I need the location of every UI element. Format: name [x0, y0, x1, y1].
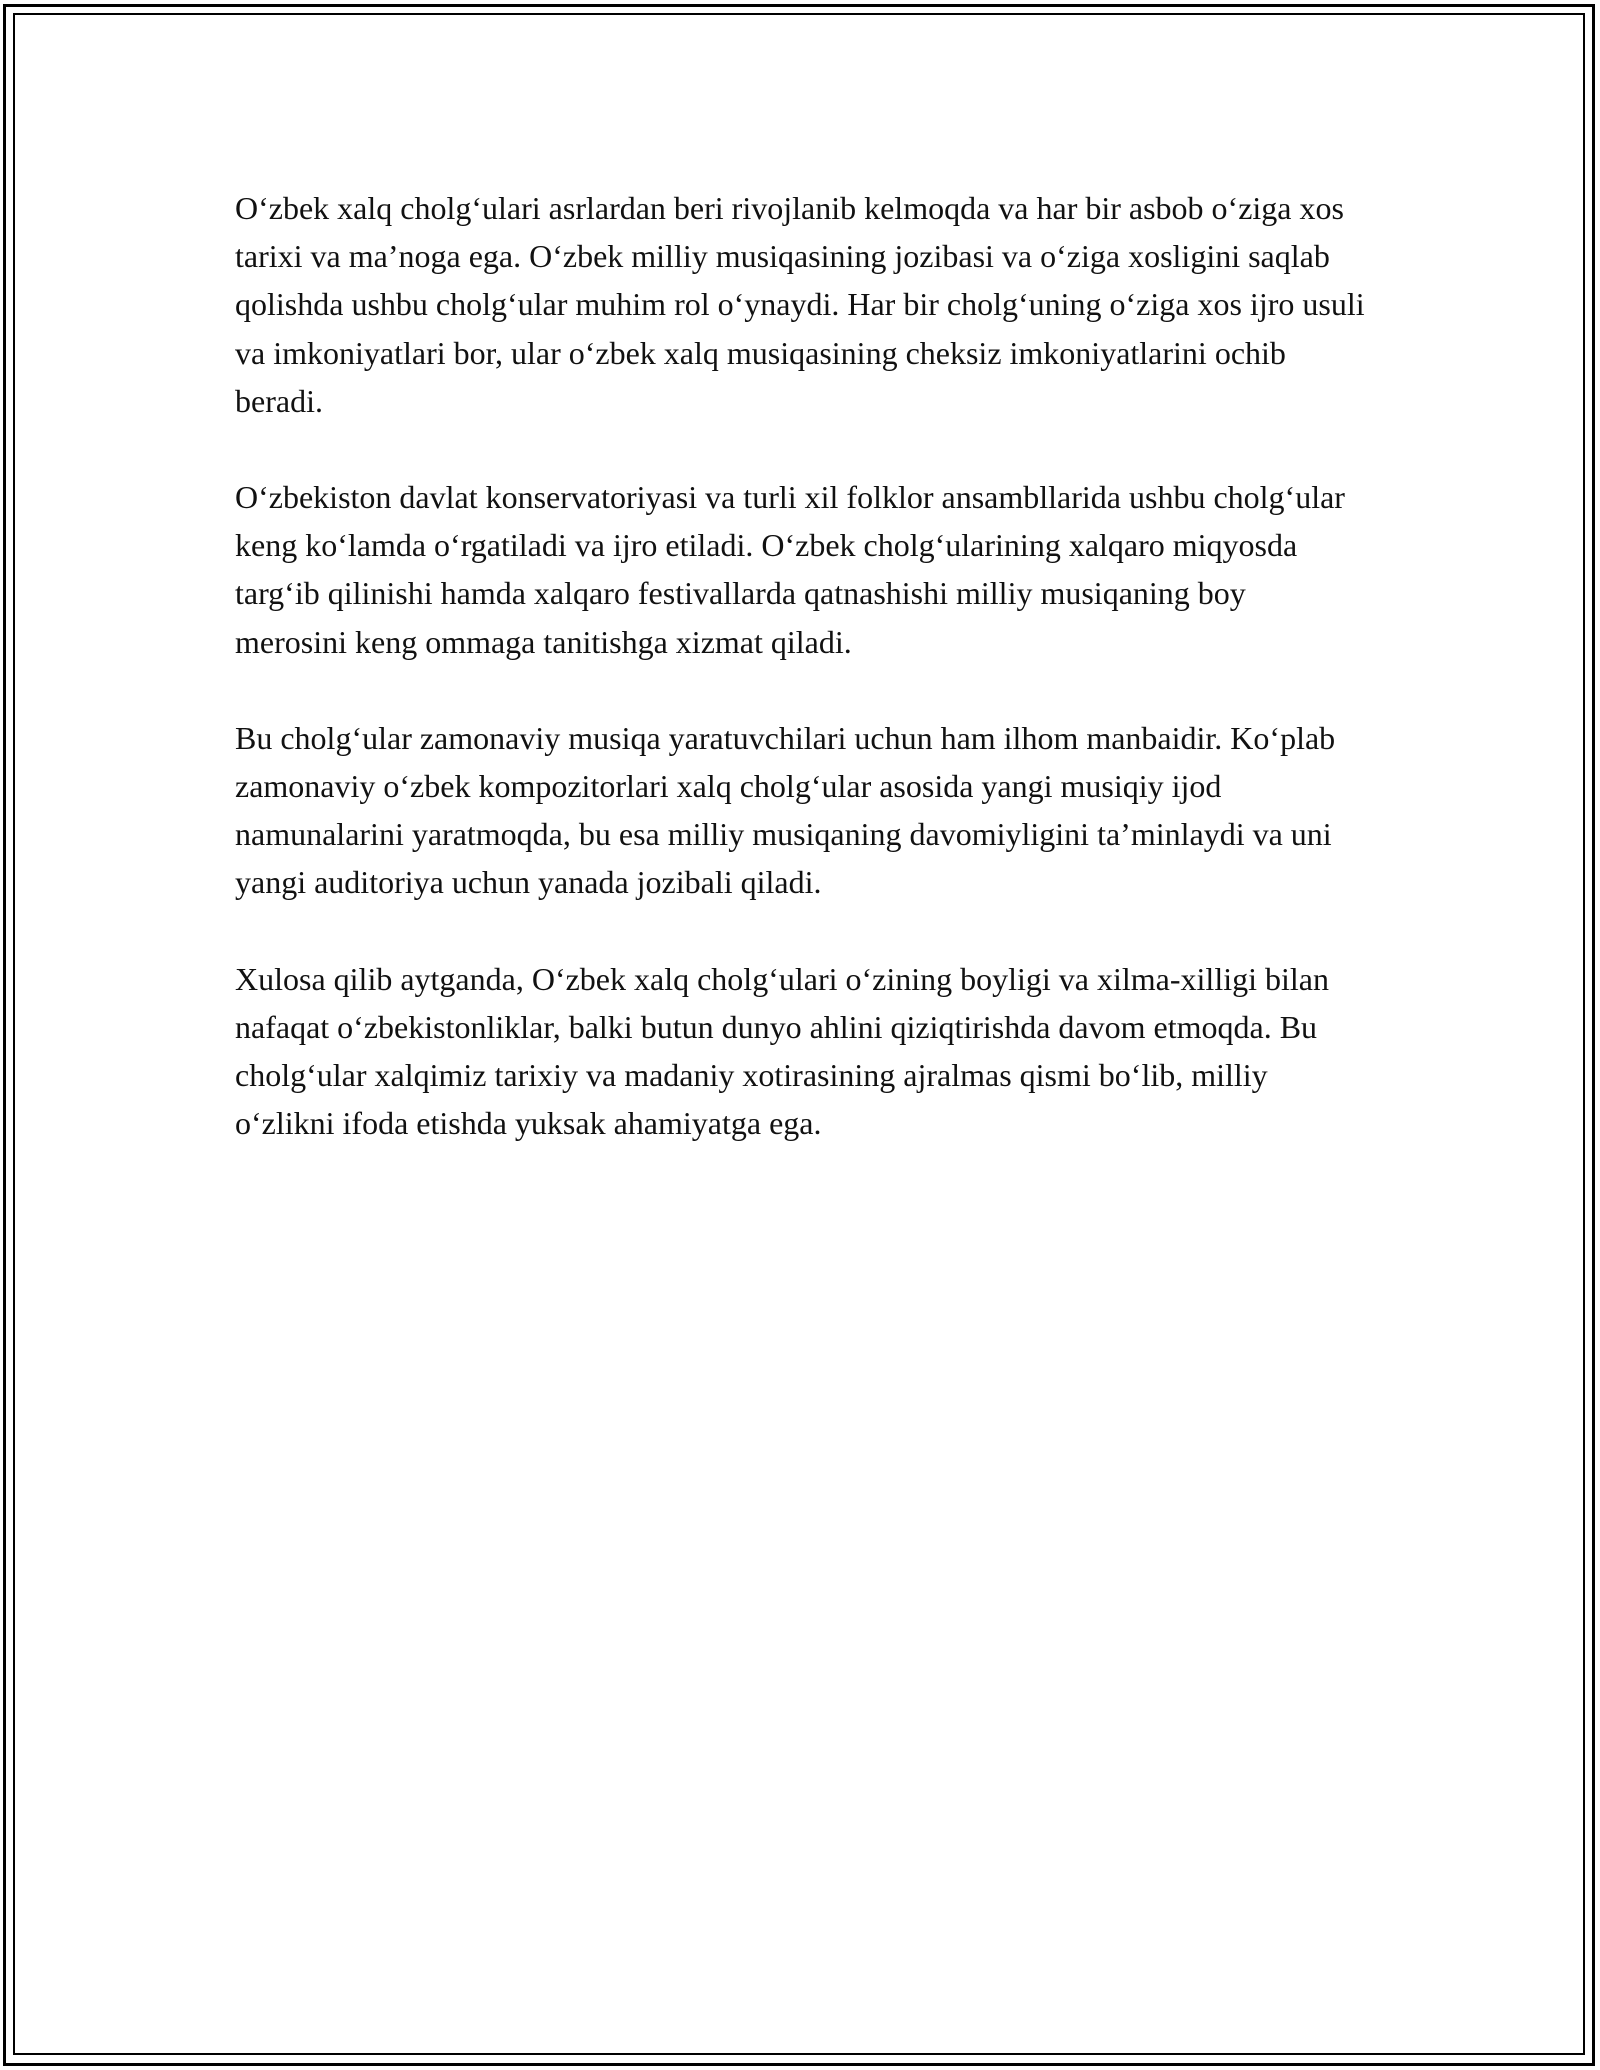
- paragraph-3: Bu cholg‘ular zamonaviy musiqa yaratuvchilari uchun ham ilhom manbaidir. Ko‘plab zamonaviy o‘zbek kompozitorlari xalq cholg‘ular asosida yangi musiqiy ijod namunalarini yaratmoqda, bu esa milliy musiqaning davomiyligini ta’minlaydi va uni yangi auditoriya uchun yanada jozibali qiladi.: [235, 719, 1336, 901]
- paragraph-2: O‘zbekiston davlat konservatoriyasi va turli xil folklor ansambllarida ushbu cholg‘ular keng ko‘lamda o‘rgatiladi va ijro etiladi. O‘zbek cholg‘ularining xalqaro miqyosda targ‘ib qilinishi hamda xalqaro festivallarda qatnashishi milliy musiqaning boy merosini keng ommaga tanitishga xizmat qiladi.: [235, 479, 1345, 660]
- paragraph-1: O‘zbek xalq cholg‘ulari asrlardan beri rivojlanib kelmoqda va har bir asbob o‘ziga xos tarixi va ma’noga ega. O‘zbek milliy musiqasining jozibasi va o‘ziga xosligini saqlab qolishda ushbu cholg‘ular muhim rol o‘ynaydi. Har bir cholg‘uning o‘ziga xos ijro usuli va imkoniyatlari bor, ular o‘zbek xalq musiqasining cheksiz imkoniyatlarini ochib beradi.: [235, 190, 1365, 419]
- document-body: [235, 184, 1365, 1195]
- paragraph-4: Xulosa qilib aytganda, O‘zbek xalq cholg‘ulari o‘zining boyligi va xilma-xilligi bilan nafaqat o‘zbekistonliklar, balki butun dunyo ahlini qiziqtirishda davom etmoqda. Bu cholg‘ular xalqimiz tarixiy va madaniy xotirasining ajralmas qismi bo‘lib, milliy o‘zlikni ifoda etishda yuksak ahamiyatga ega.: [235, 960, 1329, 1142]
